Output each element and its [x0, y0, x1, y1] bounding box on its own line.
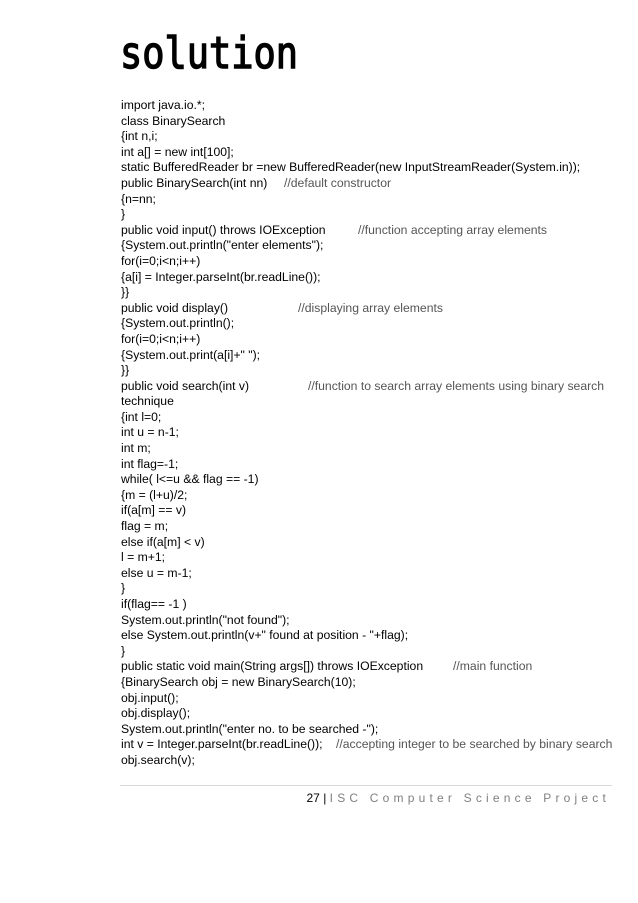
- page-number: 27: [306, 791, 320, 805]
- code-line: [121, 488, 621, 504]
- code-line: [121, 457, 621, 473]
- code-text: int a[] = new int[100];: [121, 144, 234, 159]
- code-text: obj.search(v);: [121, 752, 195, 767]
- code-text: class BinarySearch: [121, 113, 226, 128]
- code-line: [121, 301, 621, 317]
- code-line: [121, 348, 621, 364]
- code-line: [121, 425, 621, 441]
- code-line: [121, 613, 621, 629]
- code-comment: //displaying array elements: [298, 300, 443, 315]
- code-text: technique: [121, 394, 174, 409]
- code-line: [121, 628, 621, 644]
- code-text: {System.out.println("enter elements");: [121, 238, 324, 253]
- code-line: [121, 379, 621, 395]
- code-line: [121, 176, 621, 192]
- code-text: public static void main(String args[]) throws IOException: [121, 659, 424, 674]
- code-comment: //accepting integer to be searched by binary search: [336, 737, 613, 752]
- code-line: [121, 550, 621, 566]
- code-text: import java.io.*;: [121, 98, 205, 112]
- code-text: obj.display();: [121, 706, 191, 721]
- code-line: [121, 98, 621, 114]
- code-line: [121, 441, 621, 457]
- project-title: ISC Computer Science Project: [329, 791, 610, 805]
- code-comment: //function to search array elements using binary search: [308, 378, 605, 393]
- code-line: [121, 192, 621, 208]
- code-line: [121, 145, 621, 161]
- code-text: flag = m;: [121, 519, 169, 534]
- code-line: [121, 114, 621, 130]
- code-text: while( l<=u && flag == -1): [121, 472, 259, 487]
- code-line: [121, 363, 621, 379]
- code-text: {int l=0;: [121, 409, 162, 424]
- code-text: int v = Integer.parseInt(br.readLine());: [121, 737, 323, 752]
- code-line: [121, 238, 621, 254]
- code-text: if(a[m] == v): [121, 503, 187, 518]
- code-text: {m = (l+u)/2;: [121, 487, 188, 502]
- code-line: [121, 160, 621, 176]
- code-text: public void search(int v): [121, 378, 250, 393]
- code-text: l = m+1;: [121, 550, 166, 565]
- code-text: public BinarySearch(int nn): [121, 175, 268, 190]
- code-line: [121, 285, 621, 301]
- code-text: System.out.println("enter no. to be searched -");: [121, 721, 379, 736]
- code-line: [121, 706, 621, 722]
- code-line: [121, 503, 621, 519]
- code-text: }: [121, 207, 126, 222]
- code-line: [121, 722, 621, 738]
- code-text: {System.out.print(a[i]+" ");: [121, 347, 261, 362]
- code-text: obj.input();: [121, 690, 179, 705]
- code-text: {System.out.println();: [121, 316, 235, 331]
- code-text: public void display(): [121, 300, 229, 315]
- code-line: [121, 472, 621, 488]
- code-text: static BufferedReader br =new BufferedReader(new InputStreamReader(System.in));: [121, 160, 581, 175]
- code-line: [121, 566, 621, 582]
- code-line: [121, 223, 621, 239]
- code-line: [121, 659, 621, 675]
- footer-text: [306, 790, 610, 806]
- code-text: int flag=-1;: [121, 456, 179, 471]
- code-line: [121, 581, 621, 597]
- page-footer: [120, 785, 612, 805]
- code-text: }: [121, 581, 126, 596]
- code-line: [121, 254, 621, 270]
- code-text: {a[i] = Integer.parseInt(br.readLine());: [121, 269, 321, 284]
- code-text: for(i=0;i<n;i++): [121, 331, 201, 346]
- code-line: [121, 332, 621, 348]
- code-text: else if(a[m] < v): [121, 534, 205, 549]
- code-line: [121, 597, 621, 613]
- code-line: [121, 316, 621, 332]
- code-line: [121, 644, 621, 660]
- code-line: [121, 270, 621, 286]
- code-text: {BinarySearch obj = new BinarySearch(10);: [121, 674, 356, 689]
- code-text: {n=nn;: [121, 191, 156, 206]
- code-text: int u = n-1;: [121, 425, 179, 440]
- code-text: else System.out.println(v+" found at position - "+flag);: [121, 628, 409, 643]
- code-comment: //default constructor: [284, 175, 392, 190]
- code-text: if(flag== -1 ): [121, 597, 187, 611]
- code-line: [121, 753, 621, 769]
- code-line: [121, 129, 621, 145]
- code-line: [121, 519, 621, 535]
- footer-separator: |: [323, 791, 327, 805]
- code-line: [121, 737, 621, 753]
- code-listing: [121, 98, 621, 769]
- code-line: [121, 394, 621, 410]
- code-comment: //main function: [453, 659, 533, 674]
- code-text: public void input() throws IOException: [121, 222, 326, 237]
- code-text: {int n,i;: [121, 129, 158, 144]
- code-text: System.out.println("not found");: [121, 612, 290, 627]
- code-text: }}: [121, 285, 130, 300]
- code-line: [121, 675, 621, 691]
- code-text: int m;: [121, 441, 151, 456]
- code-text: else u = m-1;: [121, 565, 192, 580]
- code-text: }}: [121, 363, 130, 378]
- page-title: solution: [120, 28, 299, 79]
- code-line: [121, 207, 621, 223]
- code-line: [121, 410, 621, 426]
- code-line: [121, 535, 621, 551]
- code-text: for(i=0;i<n;i++): [121, 253, 201, 268]
- code-comment: //function accepting array elements: [358, 222, 548, 237]
- code-line: [121, 691, 621, 707]
- code-text: }: [121, 643, 126, 658]
